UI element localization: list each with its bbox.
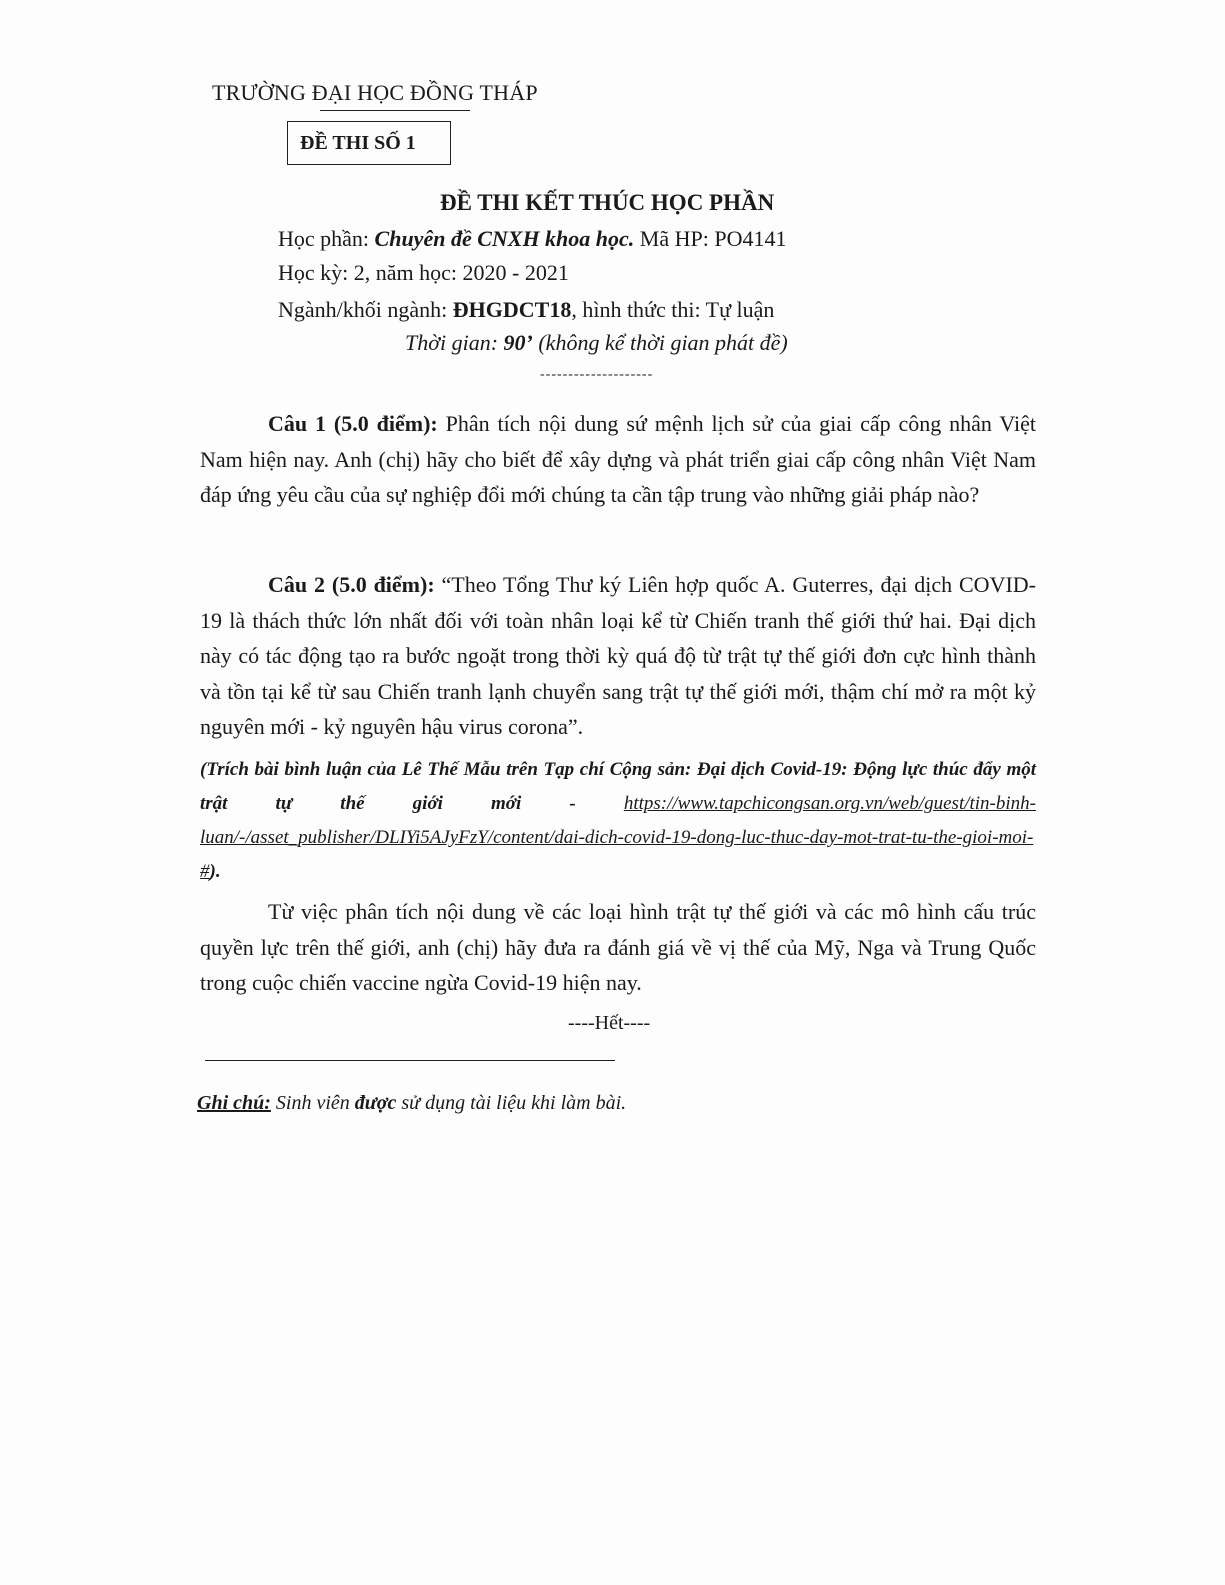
note-label: Ghi chú: — [197, 1092, 271, 1114]
citation-end: ). — [209, 861, 221, 882]
question-2 — [200, 567, 1036, 745]
semester-line: Học kỳ: 2, năm học: 2020 - 2021 — [278, 260, 569, 285]
major-line — [278, 297, 774, 323]
time-line — [405, 330, 788, 356]
footnote-divider — [205, 1060, 615, 1061]
time-value: 90’ — [503, 330, 533, 355]
major-prefix: Ngành/khối ngành: — [278, 297, 453, 322]
exam-form: , hình thức thi: Tự luận — [571, 297, 775, 322]
question-2-task: Từ việc phân tích nội dung về các loại hình trật tự thế giới và các mô hình cấu trúc quyền lực trên thế giới, anh (chị) hãy đưa ra đánh giá về vị thế của Mỹ, Nga và Trung Quốc trong cuộc chiến vaccine ngừa Covid-19 hiện nay. — [200, 899, 1036, 995]
note-text-after: sử dụng tài liệu khi làm bài. — [396, 1092, 627, 1114]
exam-number: ĐỀ THI SỐ 1 — [300, 132, 416, 154]
major-value: ĐHGDCT18 — [452, 297, 572, 322]
separator: -------------------- — [540, 367, 654, 382]
time-prefix: Thời gian: — [405, 330, 504, 355]
question-1 — [200, 406, 1036, 513]
exam-number-box — [287, 121, 451, 165]
question-2-text: “Theo Tổng Thư ký Liên hợp quốc A. Guterres, đại dịch COVID-19 là thách thức lớn nhất đối với toàn nhân loại kể từ Chiến tranh thế giới thứ hai. Đại dịch này có tác động tạo ra bước ngoặt trong thời kỳ quá độ từ trật tự thế giới đơn cực hình thành và tồn tại kể từ sau Chiến tranh lạnh chuyển sang trật tự thế giới mới, thậm chí mở ra một kỷ nguyên mới - kỷ nguyên hậu virus corona”. — [200, 572, 1036, 739]
question-1-text: Phân tích nội dung sứ mệnh lịch sử của giai cấp công nhân Việt Nam hiện nay. Anh (chị) hãy cho biết để xây dựng và phát triển giai cấp công nhân Việt Nam đáp ứng yêu cầu của sự nghiệp đổi mới chúng ta cần tập trung vào những giải pháp nào? — [200, 411, 1036, 507]
course-code: Mã HP: PO4141 — [634, 226, 787, 251]
school-name: TRƯỜNG ĐẠI HỌC ĐỒNG THÁP — [212, 80, 538, 105]
school-underline — [320, 110, 470, 111]
question-2-label: Câu 2 (5.0 điểm): — [268, 572, 435, 597]
citation — [200, 753, 1036, 889]
course-prefix: Học phần: — [278, 226, 375, 251]
footnote — [197, 1092, 626, 1115]
course-line — [278, 226, 786, 252]
course-name: Chuyên đề CNXH khoa học. — [374, 226, 635, 251]
end-mark: ----Hết---- — [568, 1012, 651, 1034]
question-1-label: Câu 1 (5.0 điểm): — [268, 411, 438, 436]
citation-text: (Trích bài bình luận của Lê Thế Mẫu trên Tạp chí Cộng sản: Đại dịch Covid-19: Động lực thúc đẩy một trật tự thế giới mới - — [200, 759, 1036, 814]
note-text-before: Sinh viên — [270, 1092, 355, 1114]
citation-link[interactable]: https://www.tapchicongsan.org.vn/web/guest/tin-binh-luan/-/asset_publisher/DLIYi5AJyFzY/content/dai-dich-covid-19-dong-luc-thuc-day-mot-trat-tu-the-gioi-moi-# — [200, 793, 1036, 882]
exam-title: ĐỀ THI KẾT THÚC HỌC PHẦN — [440, 190, 775, 215]
note-emphasis: được — [354, 1092, 397, 1114]
time-note: (không kể thời gian phát đề) — [532, 330, 788, 355]
